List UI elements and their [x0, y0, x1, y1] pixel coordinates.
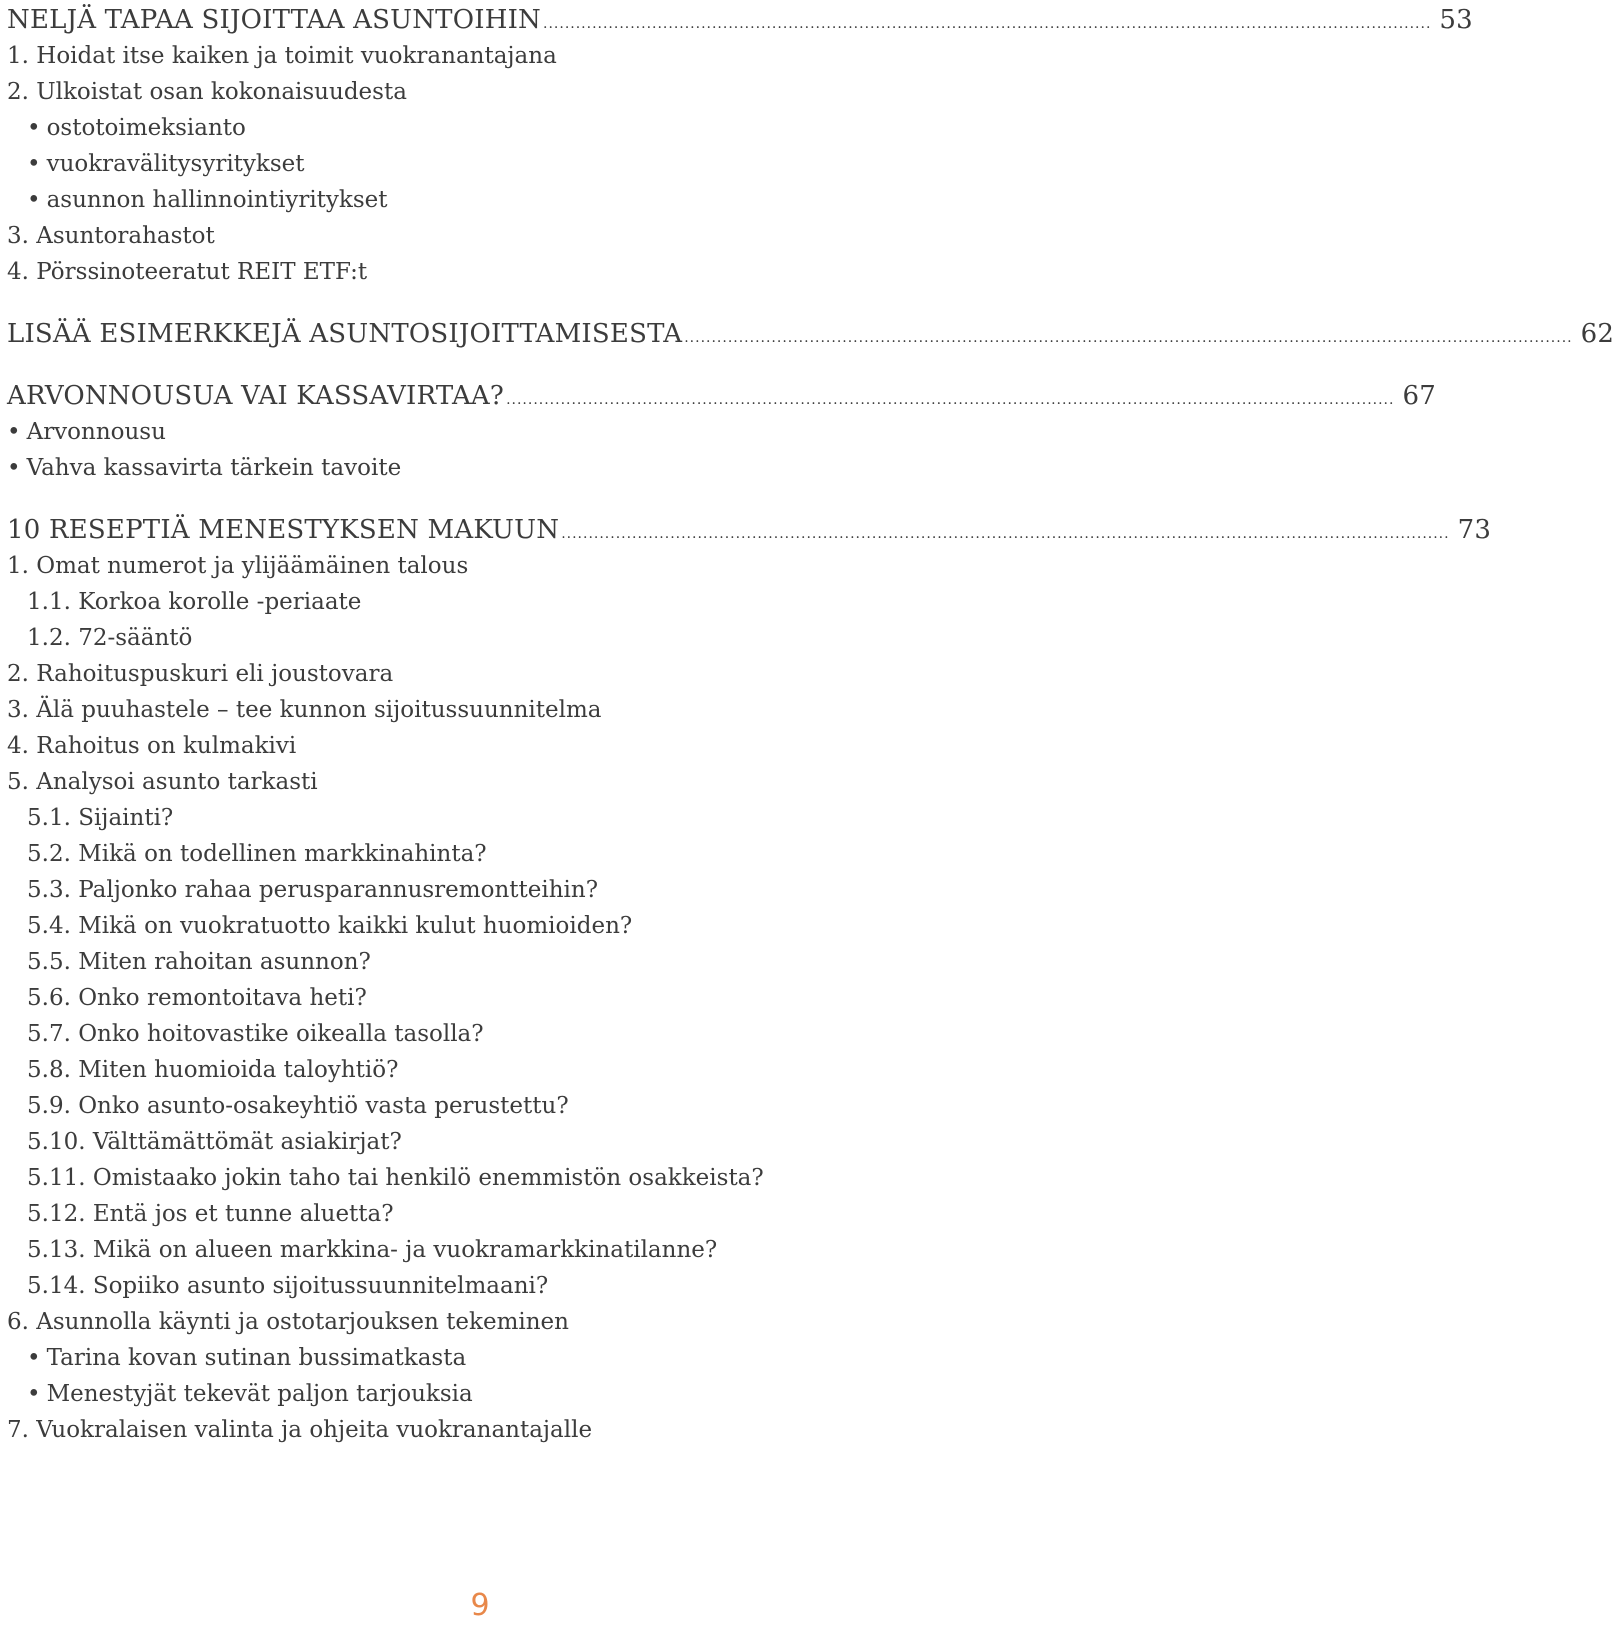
toc-subitem: 5.9. Onko asunto-osakeyhtiö vasta perustettu? — [27, 1093, 569, 1119]
toc-subitem: 5.8. Miten huomioida taloyhtiö? — [27, 1057, 399, 1083]
toc-item: 2. Rahoituspuskuri eli joustovara — [7, 661, 394, 687]
toc-bullet-item: • Vahva kassavirta tärkein tavoite — [7, 450, 953, 486]
toc-subitem: 5.12. Entä jos et tunne aluetta? — [27, 1201, 394, 1227]
table-of-contents — [7, 0, 1614, 1448]
toc-item: 1. Omat numerot ja ylijäämäinen talous — [7, 553, 469, 579]
toc-bullet-item: • Menestyjät tekevät paljon tarjouksia — [7, 1376, 953, 1412]
toc-bullet-item: • asunnon hallinnointiyritykset — [7, 182, 953, 218]
page-number: 9 — [470, 1588, 490, 1623]
toc-subitem: 5.7. Onko hoitovastike oikealla tasolla? — [27, 1021, 484, 1047]
leader-dots: ................................................................................................................................................................... — [684, 330, 1573, 346]
toc-subitem: 5.6. Onko remontoitava heti? — [27, 985, 367, 1011]
toc-subitem: 1.2. 72-sääntö — [27, 625, 193, 651]
heading-title: ARVONNOUSUA VAI KASSAVIRTAA? — [7, 381, 505, 411]
toc-bullet-item: • vuokravälitysyritykset — [7, 146, 953, 182]
toc-item: 3. Asuntorahastot — [7, 223, 215, 249]
toc-item: 6. Asunnolla käynti ja ostotarjouksen tekeminen — [7, 1309, 569, 1335]
toc-subitem: 5.5. Miten rahoitan asunnon? — [27, 949, 371, 975]
leader-dots: ................................................................................................................................................................... — [506, 392, 1395, 408]
toc-subitem: 5.10. Välttämättömät asiakirjat? — [27, 1129, 402, 1155]
toc-item: 4. Pörssinoteeratut REIT ETF:t — [7, 259, 368, 285]
toc-item: 4. Rahoitus on kulmakivi — [7, 733, 297, 759]
toc-item: 5. Analysoi asunto tarkasti — [7, 769, 318, 795]
toc-subitem: 5.3. Paljonko rahaa perusparannusremontteihin? — [27, 877, 599, 903]
toc-heading — [7, 2, 1473, 38]
heading-title: LISÄÄ ESIMERKKEJÄ ASUNTOSIJOITTAMISESTA — [7, 319, 683, 349]
heading-page-number: 62 — [1580, 319, 1614, 349]
toc-item: 2. Ulkoistat osan kokonaisuudesta — [7, 79, 407, 105]
heading-page-number: 73 — [1457, 515, 1492, 545]
toc-item: 7. Vuokralaisen valinta ja ohjeita vuokranantajalle — [7, 1417, 593, 1443]
toc-bullet-item: • Tarina kovan sutinan bussimatkasta — [7, 1340, 953, 1376]
toc-subitem: 5.13. Mikä on alueen markkina- ja vuokramarkkinatilanne? — [27, 1237, 718, 1263]
heading-title: 10 RESEPTIÄ MENESTYKSEN MAKUUN — [7, 515, 560, 545]
toc-subitem: 5.4. Mikä on vuokratuotto kaikki kulut huomioiden? — [27, 913, 633, 939]
toc-item: 3. Älä puuhastele – tee kunnon sijoitussuunnitelma — [7, 697, 602, 723]
leader-dots: ................................................................................................................................................................... — [561, 526, 1450, 542]
toc-subitem: 1.1. Korkoa korolle -periaate — [27, 589, 362, 615]
leader-dots: ................................................................................................................................................................... — [543, 16, 1432, 32]
toc-subitem: 5.2. Mikä on todellinen markkinahinta? — [27, 841, 487, 867]
heading-title: NELJÄ TAPAA SIJOITTAA ASUNTOIHIN — [7, 5, 542, 35]
toc-item: 1. Hoidat itse kaiken ja toimit vuokranantajana — [7, 43, 557, 69]
toc-heading — [7, 316, 1614, 352]
toc-heading — [7, 378, 1436, 414]
toc-bullet-item: • Arvonnousu — [7, 414, 953, 450]
heading-page-number: 67 — [1402, 381, 1436, 411]
heading-page-number: 53 — [1439, 5, 1473, 35]
toc-bullet-item: • ostotoimeksianto — [7, 110, 953, 146]
toc-heading — [7, 512, 1492, 548]
toc-subitem: 5.14. Sopiiko asunto sijoitussuunnitelmaani? — [27, 1273, 549, 1299]
toc-subitem: 5.1. Sijainti? — [27, 805, 174, 831]
toc-subitem: 5.11. Omistaako jokin taho tai henkilö enemmistön osakkeista? — [27, 1165, 764, 1191]
